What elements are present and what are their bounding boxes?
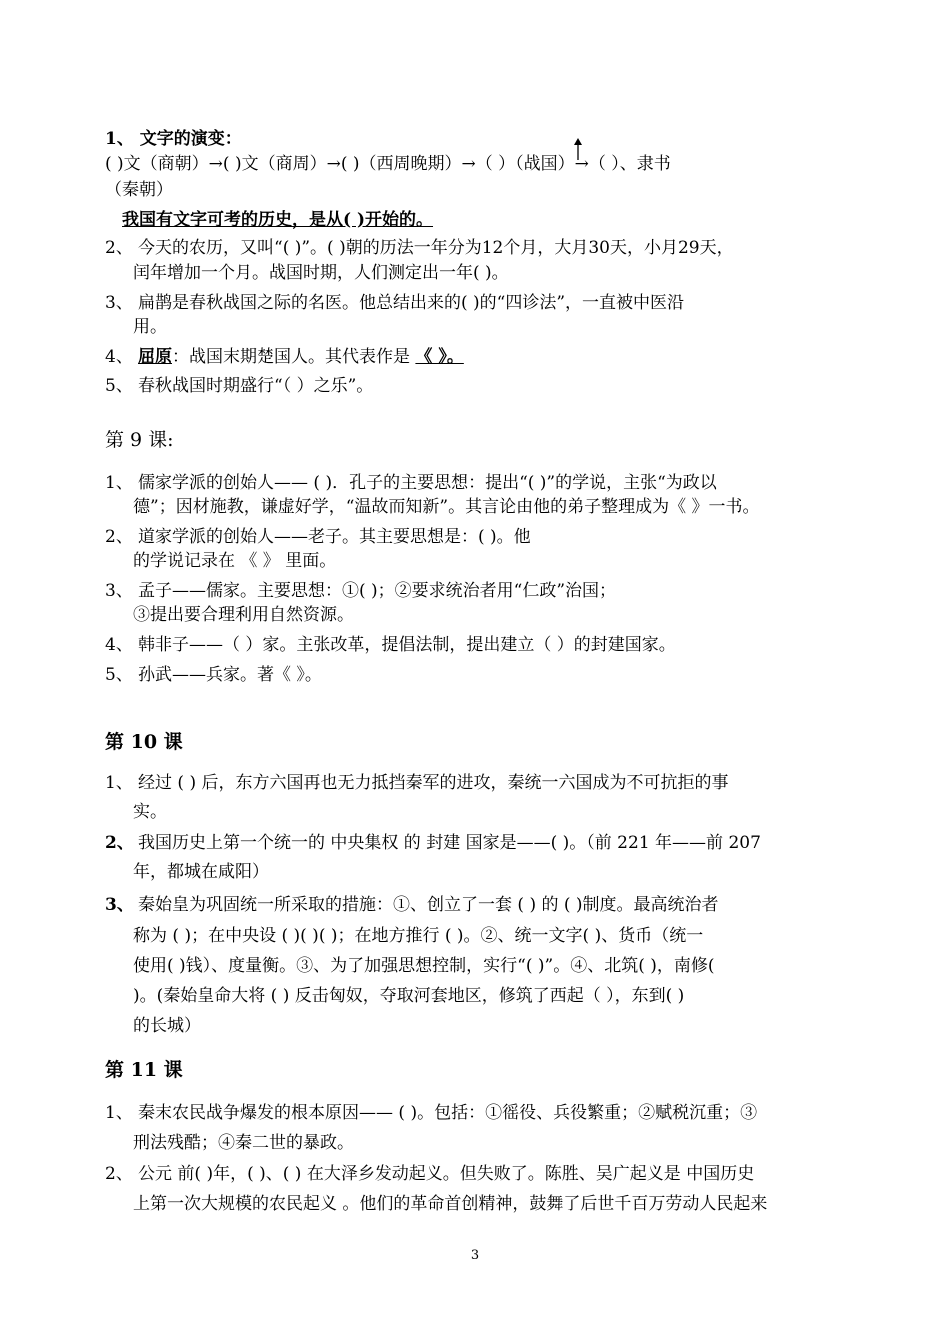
item-text: 韩非子——（ ）家。主张改革，提倡法制，提出建立（ ）的封建国家。 [138, 635, 676, 655]
item-text: 孙武——兵家。著《 》。 [138, 665, 322, 685]
s10-item3-line1 [105, 894, 850, 916]
item-text: 公元 前( )年，( )、( ) 在大泽乡发动起义。但失败了。陈胜、吴广起义是 中国历史 [138, 1164, 755, 1184]
answer-blank: 《 》。 [415, 347, 464, 367]
s9-item2-line2: 的学说记录在 《 》 里面。 [133, 551, 337, 571]
item-number: 5、 [105, 376, 133, 396]
section-heading-9: 第 9 课: [105, 429, 174, 451]
item-number: 4、 [105, 635, 133, 655]
item-number: 1、 [105, 1103, 133, 1123]
item-number: 1、 [105, 473, 133, 493]
item-number: 2、 [105, 238, 133, 258]
item-text: 经过 ( ) 后，东方六国再也无力抵挡秦军的进攻，秦统一六国成为不可抗拒的事 [138, 773, 729, 793]
up-arrow-icon [573, 138, 583, 160]
s9-item1-line1 [105, 472, 850, 494]
section-heading-11: 第 11 课 [105, 1059, 183, 1081]
s8-item2-line1 [105, 237, 850, 259]
item-number: 3、 [105, 293, 133, 313]
item-text: 儒家学派的创始人—— ( )．孔子的主要思想：提出“( )”的学说，主张“为政以 [138, 473, 717, 493]
s8-item3-line2: 用。 [133, 317, 167, 337]
s10-item3-line3: 使用( )钱）、度量衡。③、为了加强思想控制，实行“( )”。④、北筑( )，南修( [133, 956, 715, 976]
item-number: 1、 [105, 129, 134, 149]
s8-item1-note: 我国有文字可考的历史，是从( )开始的。 [122, 210, 434, 230]
item-text: 秦始皇为巩固统一所采取的措施：①、创立了一套 ( ) 的 ( )制度。最高统治者 [138, 895, 719, 915]
s8-item1-title-line [105, 128, 850, 150]
s8-item4 [105, 346, 850, 368]
item-text: 今天的农历，又叫“( )”。( )朝的历法一年分为12个月，大月30天，小月29天， [138, 238, 734, 258]
s9-item5 [105, 664, 850, 686]
s8-item2-line2: 闰年增加一个月。战国时期，人们测定出一年( )。 [133, 263, 509, 283]
item-title: 文字的演变： [139, 129, 242, 149]
s11-item2-line2: 上第一次大规模的农民起义 。他们的革命首创精神，鼓舞了后世千百万劳动人民起来 [133, 1194, 768, 1214]
s9-item3-line2: ③提出要合理利用自然资源。 [133, 605, 354, 625]
item-number: 4、 [105, 347, 133, 367]
s9-item4 [105, 634, 850, 656]
item-number: 5、 [105, 665, 133, 685]
item-text: ：战国末期楚国人。其代表作是 [172, 347, 410, 367]
s11-item1-line2: 刑法残酷；④秦二世的暴政。 [133, 1133, 354, 1153]
item-number: 2、 [105, 1164, 133, 1184]
item-number: 3、 [105, 895, 134, 915]
s10-item3-line2: 称为 ( )；在中央设 ( )( )( )；在地方推行 ( )。②、统一文字( )、货币（统一 [133, 926, 704, 946]
s8-item3-line1 [105, 292, 850, 314]
s10-item2-line1 [105, 832, 850, 854]
s10-item2-line2: 年，都城在咸阳） [133, 862, 269, 882]
s11-item2-line1 [105, 1163, 850, 1185]
s9-item2-line1 [105, 526, 850, 548]
item-number: 2、 [105, 527, 133, 547]
item-text: 我国历史上第一个统一的 中央集权 的 封建 国家是——( )。（前 221 年——前 207 [138, 833, 761, 853]
item-text: 孟子——儒家。主要思想：①( )；②要求统治者用“仁政”治国； [138, 581, 617, 601]
s8-item1-line2: （秦朝） [105, 180, 173, 200]
s10-item1-line2: 实。 [133, 802, 167, 822]
s8-item5 [105, 375, 850, 397]
s8-item1-line1: ( )文（商朝）→( )文（商周）→( )（西周晚期）→（ ）（战国）→（ ）、隶书 [105, 154, 671, 174]
s11-item1-line1 [105, 1102, 850, 1124]
item-text: 春秋战国时期盛行“（ ）之乐”。 [138, 376, 374, 396]
s10-item1-line1 [105, 772, 850, 794]
item-number: 3、 [105, 581, 133, 601]
person-name: 屈原 [138, 347, 172, 367]
s9-item3-line1 [105, 580, 850, 602]
item-text: 道家学派的创始人——老子。其主要思想是：( )。他 [138, 527, 531, 547]
item-number: 2、 [105, 833, 134, 853]
item-number: 1、 [105, 773, 133, 793]
item-text: 秦末农民战争爆发的根本原因—— ( )。包括：①徭役、兵役繁重；②赋税沉重；③ [138, 1103, 758, 1123]
page-number: 3 [470, 1248, 480, 1263]
s10-item3-line4: )。(秦始皇命大将 ( ) 反击匈奴，夺取河套地区，修筑了西起（ ），东到( ) [133, 986, 685, 1006]
item-text: 扁鹊是春秋战国之际的名医。他总结出来的( )的“四诊法”，一直被中医沿 [138, 293, 685, 313]
section-heading-10: 第 10 课 [105, 731, 183, 753]
s9-item1-line2: 德”；因材施教，谦虚好学，“温故而知新”。其言论由他的弟子整理成为《 》一书。 [133, 497, 760, 517]
s10-item3-line5: 的长城） [133, 1016, 201, 1036]
